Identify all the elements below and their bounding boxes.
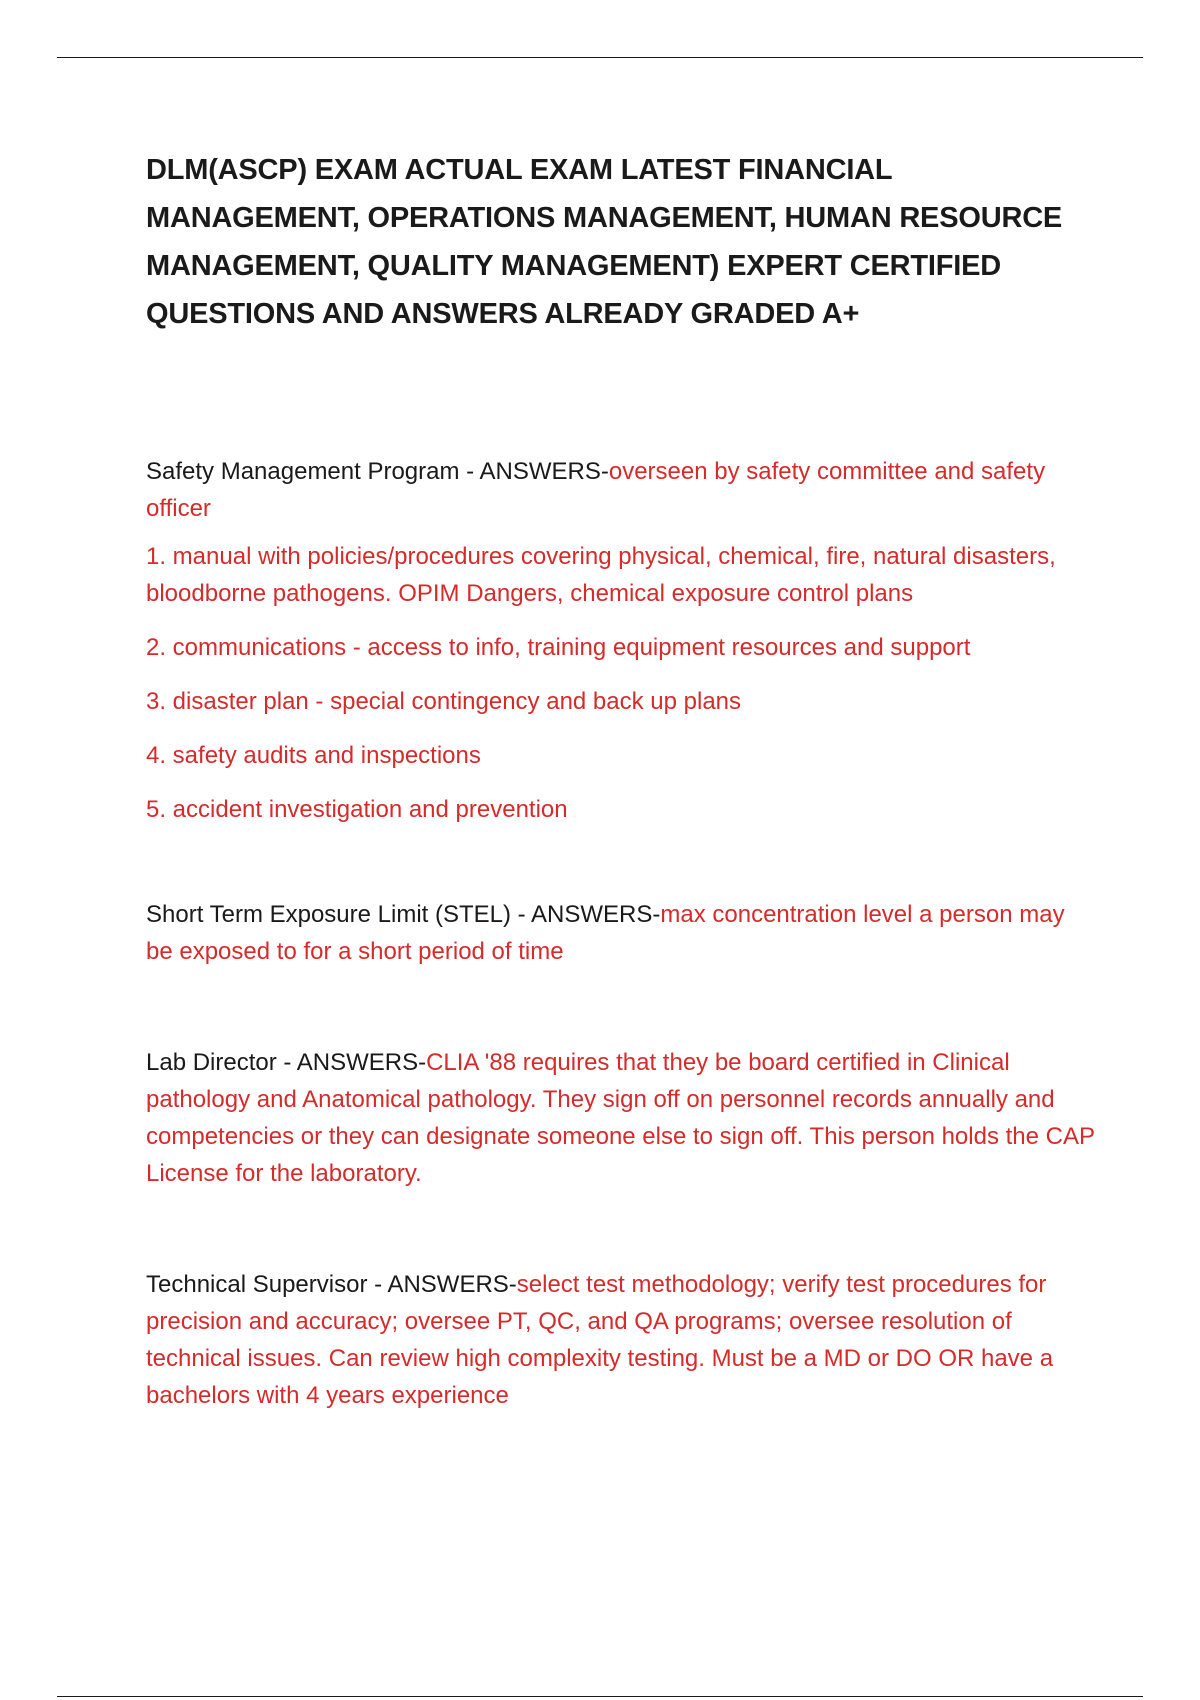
- answer-text: max concentration level a person may be exposed to for a short period of time: [146, 901, 1065, 965]
- list-item: 2. communications - access to info, training equipment resources and support: [146, 634, 971, 661]
- top-rule: [57, 57, 1143, 58]
- list-item: 5. accident investigation and prevention: [146, 796, 568, 823]
- bottom-rule: [57, 1696, 1143, 1697]
- question-text: Lab Director - ANSWERS-: [146, 1049, 427, 1076]
- question-text: Technical Supervisor - ANSWERS-: [146, 1271, 517, 1298]
- list-item: 4. safety audits and inspections: [146, 742, 481, 769]
- question-text: Short Term Exposure Limit (STEL) - ANSWERS-: [146, 901, 661, 928]
- answer-text: CLIA '88 requires that they be board certified in Clinical pathology and Anatomical pathology. They sign off on personnel records annually and competencies or they can designate someone else to sign off. This person holds the CAP License for the laboratory.: [146, 1049, 1095, 1187]
- qa-entry-safety-management: [146, 453, 1096, 527]
- document-body: [146, 146, 1096, 1414]
- qa-entry-stel: [146, 896, 1096, 970]
- question-text: Safety Management Program - ANSWERS-: [146, 458, 609, 485]
- safety-program-list: [146, 538, 1096, 828]
- answer-text: overseen by safety committee and safety officer: [146, 458, 1046, 522]
- document-title: DLM(ASCP) EXAM ACTUAL EXAM LATEST FINANCIAL MANAGEMENT, OPERATIONS MANAGEMENT, HUMAN RESOURCE MANAGEMENT, QUALITY MANAGEMENT) EXPERT CERTIFIED QUESTIONS AND ANSWERS ALREADY GRADED A+: [146, 154, 1063, 330]
- qa-entry-lab-director: [146, 1044, 1096, 1192]
- list-item: 1. manual with policies/procedures covering physical, chemical, fire, natural disasters, bloodborne pathogens. OPIM Dangers, chemical exposure control plans: [146, 543, 1056, 607]
- qa-entry-technical-supervisor: [146, 1266, 1096, 1414]
- answer-text: select test methodology; verify test procedures for precision and accuracy; oversee PT, QC, and QA programs; oversee resolution of technical issues. Can review high complexity testing. Must be a MD or DO OR have a bachelors with 4 years experience: [146, 1271, 1054, 1409]
- list-item: 3. disaster plan - special contingency and back up plans: [146, 688, 742, 715]
